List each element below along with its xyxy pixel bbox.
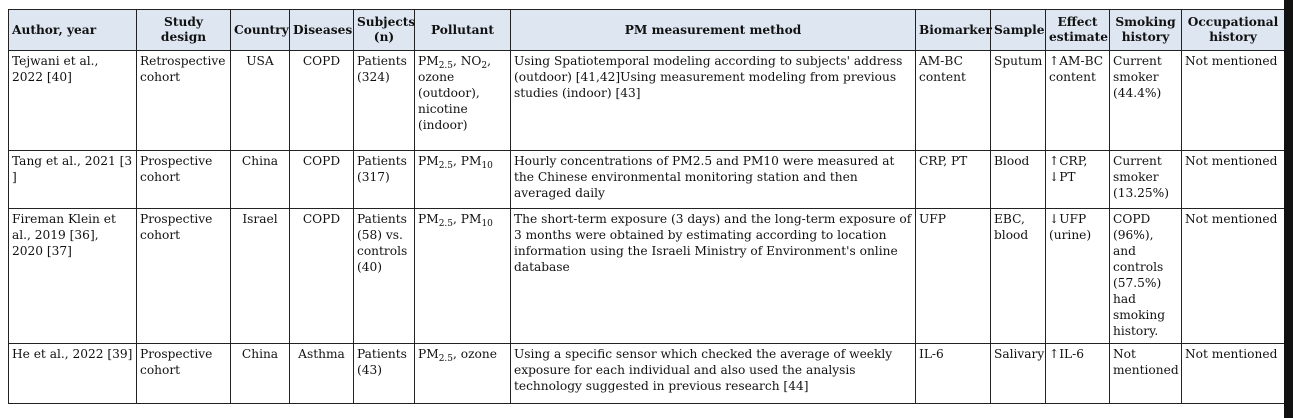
table-row [9,209,1285,344]
header-effect: Effect estimate [1046,10,1110,51]
header-design: Study design [137,10,231,51]
cell-biomarker: CRP, PT [916,151,991,209]
cell-disease: COPD [290,151,354,209]
cell-subjects: Patients (58) vs. controls (40) [354,209,415,344]
pollutant-text: , ozone [453,347,497,361]
cell-disease: COPD [290,51,354,151]
cell-country: USA [231,51,290,151]
cell-smoking: Current smoker (44.4%) [1110,51,1182,151]
header-subjects: Subjects (n) [354,10,415,51]
cell-design: Prospective cohort [137,344,231,404]
cell-author: He et al., 2022 [39] [9,344,137,404]
header-sample: Sample [991,10,1046,51]
study-table [8,9,1285,404]
pollutant-subscript: 10 [481,219,493,229]
table-header-row [9,10,1285,51]
pollutant-text: PM [418,154,439,168]
header-biomarker: Biomarker [916,10,991,51]
pollutant-text: PM [418,212,439,226]
header-diseases: Diseases [290,10,354,51]
cell-sample: Salivary [991,344,1046,404]
cell-author: Tejwani et al., 2022 [40] [9,51,137,151]
cell-biomarker: AM-BC content [916,51,991,151]
cell-smoking: Not mentioned [1110,344,1182,404]
pollutant-subscript: 2.5 [438,161,454,171]
header-pm-method: PM measurement method [511,10,916,51]
header-smoking: Smoking history [1110,10,1182,51]
cell-disease: Asthma [290,344,354,404]
cell-occupational: Not mentioned [1182,151,1285,209]
pollutant-text: PM [418,54,439,68]
header-occupational: Occupational history [1182,10,1285,51]
pollutant-text: PM [418,347,439,361]
cell-author: Fireman Klein et al., 2019 [36], 2020 [37] [9,209,137,344]
cell-design: Retrospective cohort [137,51,231,151]
cell-effect: ↑IL-6 [1046,344,1110,404]
header-pollutant: Pollutant [415,10,511,51]
right-edge-bar [1284,0,1293,418]
cell-effect: ↑CRP, ↓PT [1046,151,1110,209]
cell-disease: COPD [290,209,354,344]
cell-sample: Blood [991,151,1046,209]
pollutant-text: , NO [453,54,482,68]
cell-smoking: COPD (96%), and controls (57.5%) had smoking history. [1110,209,1182,344]
cell-occupational: Not mentioned [1182,344,1285,404]
cell-effect: ↓UFP (urine) [1046,209,1110,344]
pollutant-subscript: 10 [481,161,493,171]
header-country: Country [231,10,290,51]
pollutant-subscript: 2.5 [438,61,454,71]
cell-subjects: Patients (317) [354,151,415,209]
cell-pollutant [415,151,511,209]
cell-sample: Sputum [991,51,1046,151]
pollutant-subscript: 2.5 [438,354,454,364]
cell-biomarker: UFP [916,209,991,344]
pollutant-subscript: 2.5 [438,219,454,229]
study-table-wrapper [8,9,1285,404]
header-author: Author, year [9,10,137,51]
cell-method: Using a specific sensor which checked the average of weekly exposure for each individual and also used the analysis technology suggested in previous research [44] [511,344,916,404]
cell-method: Hourly concentrations of PM2.5 and PM10 were measured at the Chinese environmental monitoring station and then averaged daily [511,151,916,209]
cell-method: The short-term exposure (3 days) and the long-term exposure of 3 months were obtained by estimating according to location information using the Israeli Ministry of Environment's online database [511,209,916,344]
cell-biomarker: IL-6 [916,344,991,404]
cell-country: Israel [231,209,290,344]
cell-smoking: Current smoker (13.25%) [1110,151,1182,209]
cell-subjects: Patients (43) [354,344,415,404]
cell-sample: EBC, blood [991,209,1046,344]
cell-design: Prospective cohort [137,151,231,209]
cell-method: Using Spatiotemporal modeling according to subjects' address (outdoor) [41,42]Using measurement modeling from previous studies (indoor) [43] [511,51,916,151]
cell-author: Tang et al., 2021 [3 ] [9,151,137,209]
cell-pollutant [415,344,511,404]
cell-occupational: Not mentioned [1182,209,1285,344]
table-row [9,344,1285,404]
cell-effect: ↑AM-BC content [1046,51,1110,151]
cell-subjects: Patients (324) [354,51,415,151]
table-row [9,51,1285,151]
pollutant-text: , ozone (outdoor), nicotine (indoor) [418,54,492,132]
pollutant-text: , PM [453,212,482,226]
cell-country: China [231,151,290,209]
cell-design: Prospective cohort [137,209,231,344]
cell-occupational: Not mentioned [1182,51,1285,151]
cell-pollutant [415,209,511,344]
pollutant-subscript: 2 [481,61,488,71]
table-row [9,151,1285,209]
cell-country: China [231,344,290,404]
pollutant-text: , PM [453,154,482,168]
cell-pollutant [415,51,511,151]
